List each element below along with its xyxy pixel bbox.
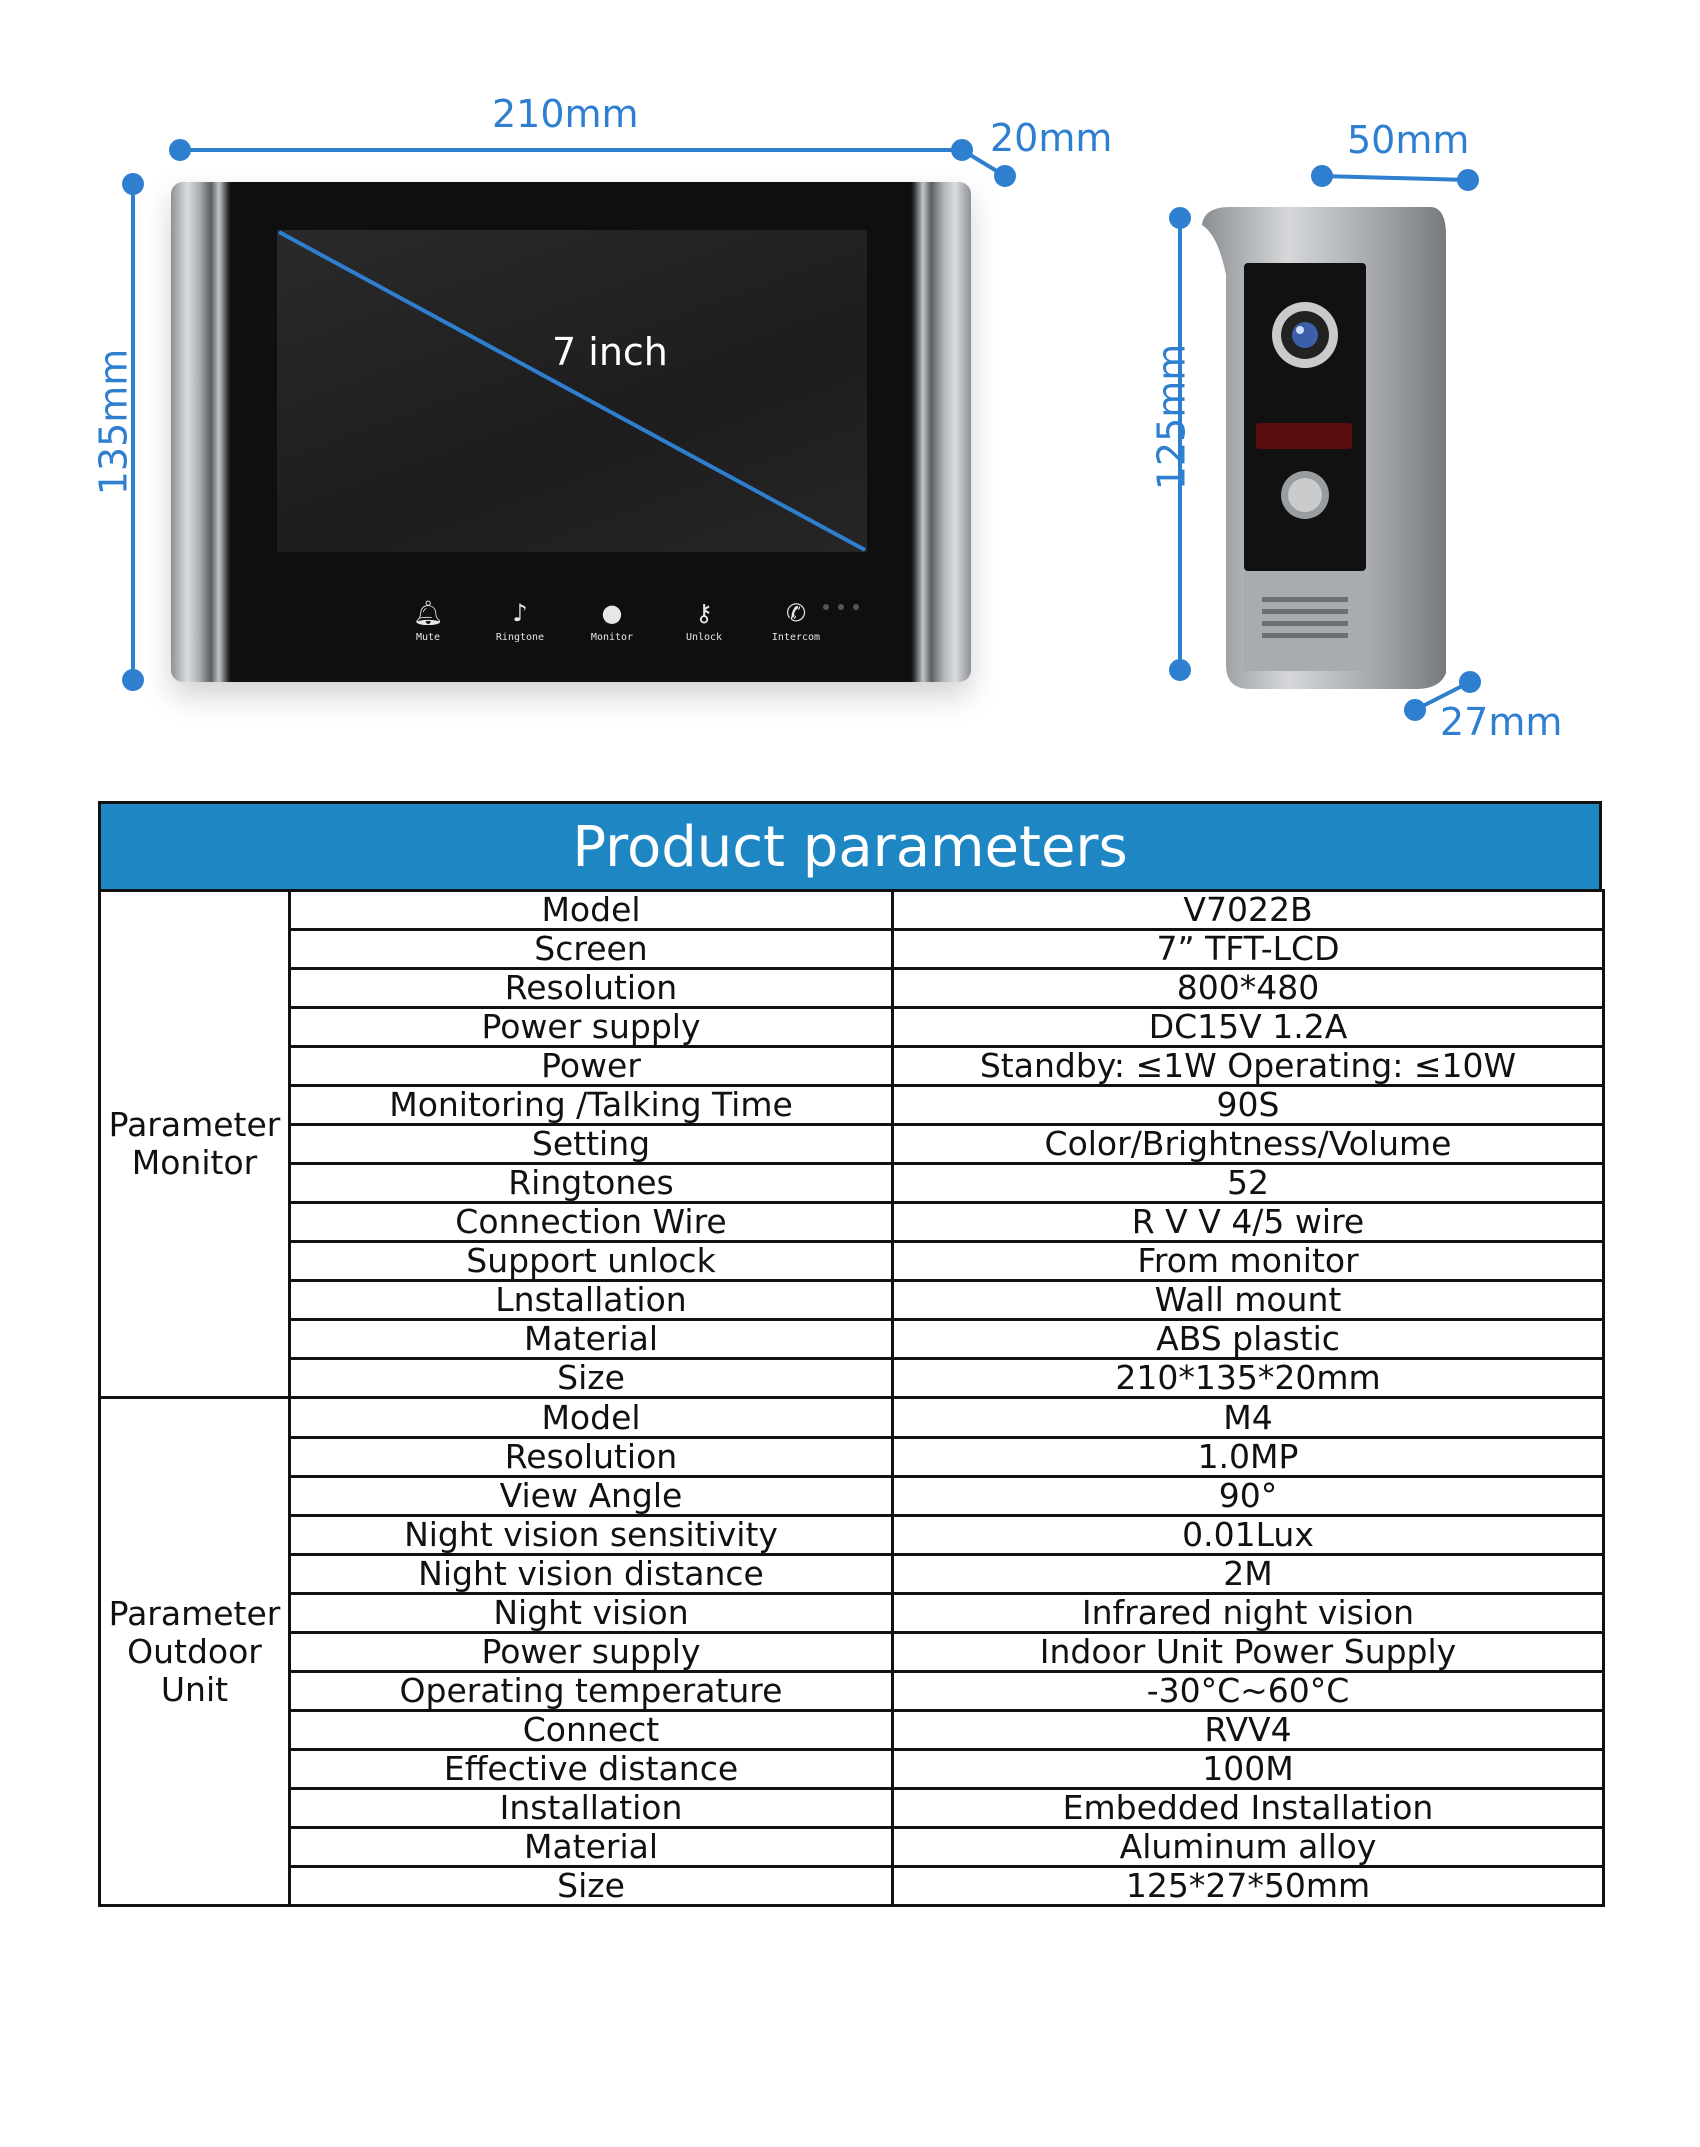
param-value: 800*480: [893, 969, 1604, 1008]
phone-icon: ✆: [785, 599, 807, 627]
table-row: [100, 1633, 1604, 1672]
product-figure: [0, 0, 1700, 800]
param-name: Connect: [290, 1711, 893, 1750]
param-name: Resolution: [290, 1438, 893, 1477]
table-row: [100, 1398, 1604, 1438]
param-name: Monitoring /Talking Time: [290, 1086, 893, 1125]
param-value: RVV4: [893, 1711, 1604, 1750]
param-name: Size: [290, 1359, 893, 1398]
table-row: [100, 1438, 1604, 1477]
table-row: [100, 1516, 1604, 1555]
table-row: [100, 1828, 1604, 1867]
param-value: R V V 4/5 wire: [893, 1203, 1604, 1242]
param-name: View Angle: [290, 1477, 893, 1516]
param-value: V7022B: [893, 891, 1604, 930]
param-value: 0.01Lux: [893, 1516, 1604, 1555]
table-row: [100, 1320, 1604, 1359]
mute-button: 🔔︎ Mute: [388, 600, 468, 643]
table-row: [100, 1008, 1604, 1047]
table-row: [100, 1086, 1604, 1125]
table-row: [100, 1281, 1604, 1320]
param-name: Support unlock: [290, 1242, 893, 1281]
table-row: [100, 1789, 1604, 1828]
param-name: Night vision sensitivity: [290, 1516, 893, 1555]
param-value: Infrared night vision: [893, 1594, 1604, 1633]
param-value: Aluminum alloy: [893, 1828, 1604, 1867]
key-icon: ⚷: [695, 599, 713, 627]
param-value: 2M: [893, 1555, 1604, 1594]
param-name: Night vision distance: [290, 1555, 893, 1594]
param-value: 90°: [893, 1477, 1604, 1516]
table-row: [100, 1047, 1604, 1086]
monitor-depth-label: 20mm: [990, 116, 1113, 160]
person-icon: ●: [601, 599, 623, 627]
param-value: -30°C~60°C: [893, 1672, 1604, 1711]
param-name: Model: [290, 1398, 893, 1438]
table-row: [100, 1711, 1604, 1750]
table-row: [100, 1867, 1604, 1906]
param-name: Size: [290, 1867, 893, 1906]
param-name: Screen: [290, 930, 893, 969]
param-value: Color/Brightness/Volume: [893, 1125, 1604, 1164]
table-title: Product parameters: [98, 801, 1602, 889]
param-name: Operating temperature: [290, 1672, 893, 1711]
param-value: Standby: ≤1W Operating: ≤10W: [893, 1047, 1604, 1086]
intercom-button: ✆ Intercom: [756, 600, 836, 643]
outdoor-height-label: 125mm: [1149, 343, 1194, 491]
group-label: Parameter Monitor: [100, 891, 290, 1398]
table-row: [100, 1125, 1604, 1164]
param-value: Embedded Installation: [893, 1789, 1604, 1828]
param-value: 100M: [893, 1750, 1604, 1789]
bell-icon: 🔔︎: [412, 599, 444, 627]
param-value: Wall mount: [893, 1281, 1604, 1320]
param-value: 7” TFT-LCD: [893, 930, 1604, 969]
outdoor-unit: [1200, 205, 1450, 690]
param-name: Power supply: [290, 1008, 893, 1047]
param-name: Lnstallation: [290, 1281, 893, 1320]
param-name: Power supply: [290, 1633, 893, 1672]
table-row: [100, 1750, 1604, 1789]
indoor-monitor: [171, 182, 971, 682]
music-icon: ♪: [512, 599, 528, 627]
param-value: M4: [893, 1398, 1604, 1438]
table-row: [100, 1359, 1604, 1398]
outdoor-width-label: 50mm: [1347, 118, 1470, 162]
parameters-table-wrapper: [98, 801, 1602, 1907]
param-name: Setting: [290, 1125, 893, 1164]
table-row: [100, 1242, 1604, 1281]
table-row: [100, 1672, 1604, 1711]
param-name: Ringtones: [290, 1164, 893, 1203]
table-row: [100, 969, 1604, 1008]
monitor-width-label: 210mm: [492, 92, 639, 136]
parameters-table: [98, 889, 1605, 1907]
param-value: ABS plastic: [893, 1320, 1604, 1359]
table-row: [100, 891, 1604, 930]
param-value: Indoor Unit Power Supply: [893, 1633, 1604, 1672]
table-row: [100, 1555, 1604, 1594]
group-label: Parameter Outdoor Unit: [100, 1398, 290, 1906]
unlock-button: ⚷ Unlock: [664, 600, 744, 643]
param-value: 90S: [893, 1086, 1604, 1125]
param-value: From monitor: [893, 1242, 1604, 1281]
param-name: Resolution: [290, 969, 893, 1008]
screen-size-label: 7 inch: [552, 330, 668, 374]
param-value: 52: [893, 1164, 1604, 1203]
param-name: Material: [290, 1320, 893, 1359]
monitor-height-label: 135mm: [91, 348, 136, 496]
ringtone-button: ♪ Ringtone: [480, 600, 560, 643]
table-row: [100, 1203, 1604, 1242]
param-name: Night vision: [290, 1594, 893, 1633]
param-value: 125*27*50mm: [893, 1867, 1604, 1906]
param-name: Connection Wire: [290, 1203, 893, 1242]
monitor-button: ● Monitor: [572, 600, 652, 643]
screen-diagonal: [171, 182, 971, 682]
table-row: [100, 1594, 1604, 1633]
param-value: 1.0MP: [893, 1438, 1604, 1477]
param-name: Model: [290, 891, 893, 930]
table-body: [100, 891, 1604, 1906]
table-row: [100, 930, 1604, 969]
table-row: [100, 1477, 1604, 1516]
table-row: [100, 1164, 1604, 1203]
param-name: Installation: [290, 1789, 893, 1828]
param-value: 210*135*20mm: [893, 1359, 1604, 1398]
outdoor-depth-label: 27mm: [1440, 700, 1563, 744]
param-name: Effective distance: [290, 1750, 893, 1789]
param-name: Material: [290, 1828, 893, 1867]
param-name: Power: [290, 1047, 893, 1086]
param-value: DC15V 1.2A: [893, 1008, 1604, 1047]
